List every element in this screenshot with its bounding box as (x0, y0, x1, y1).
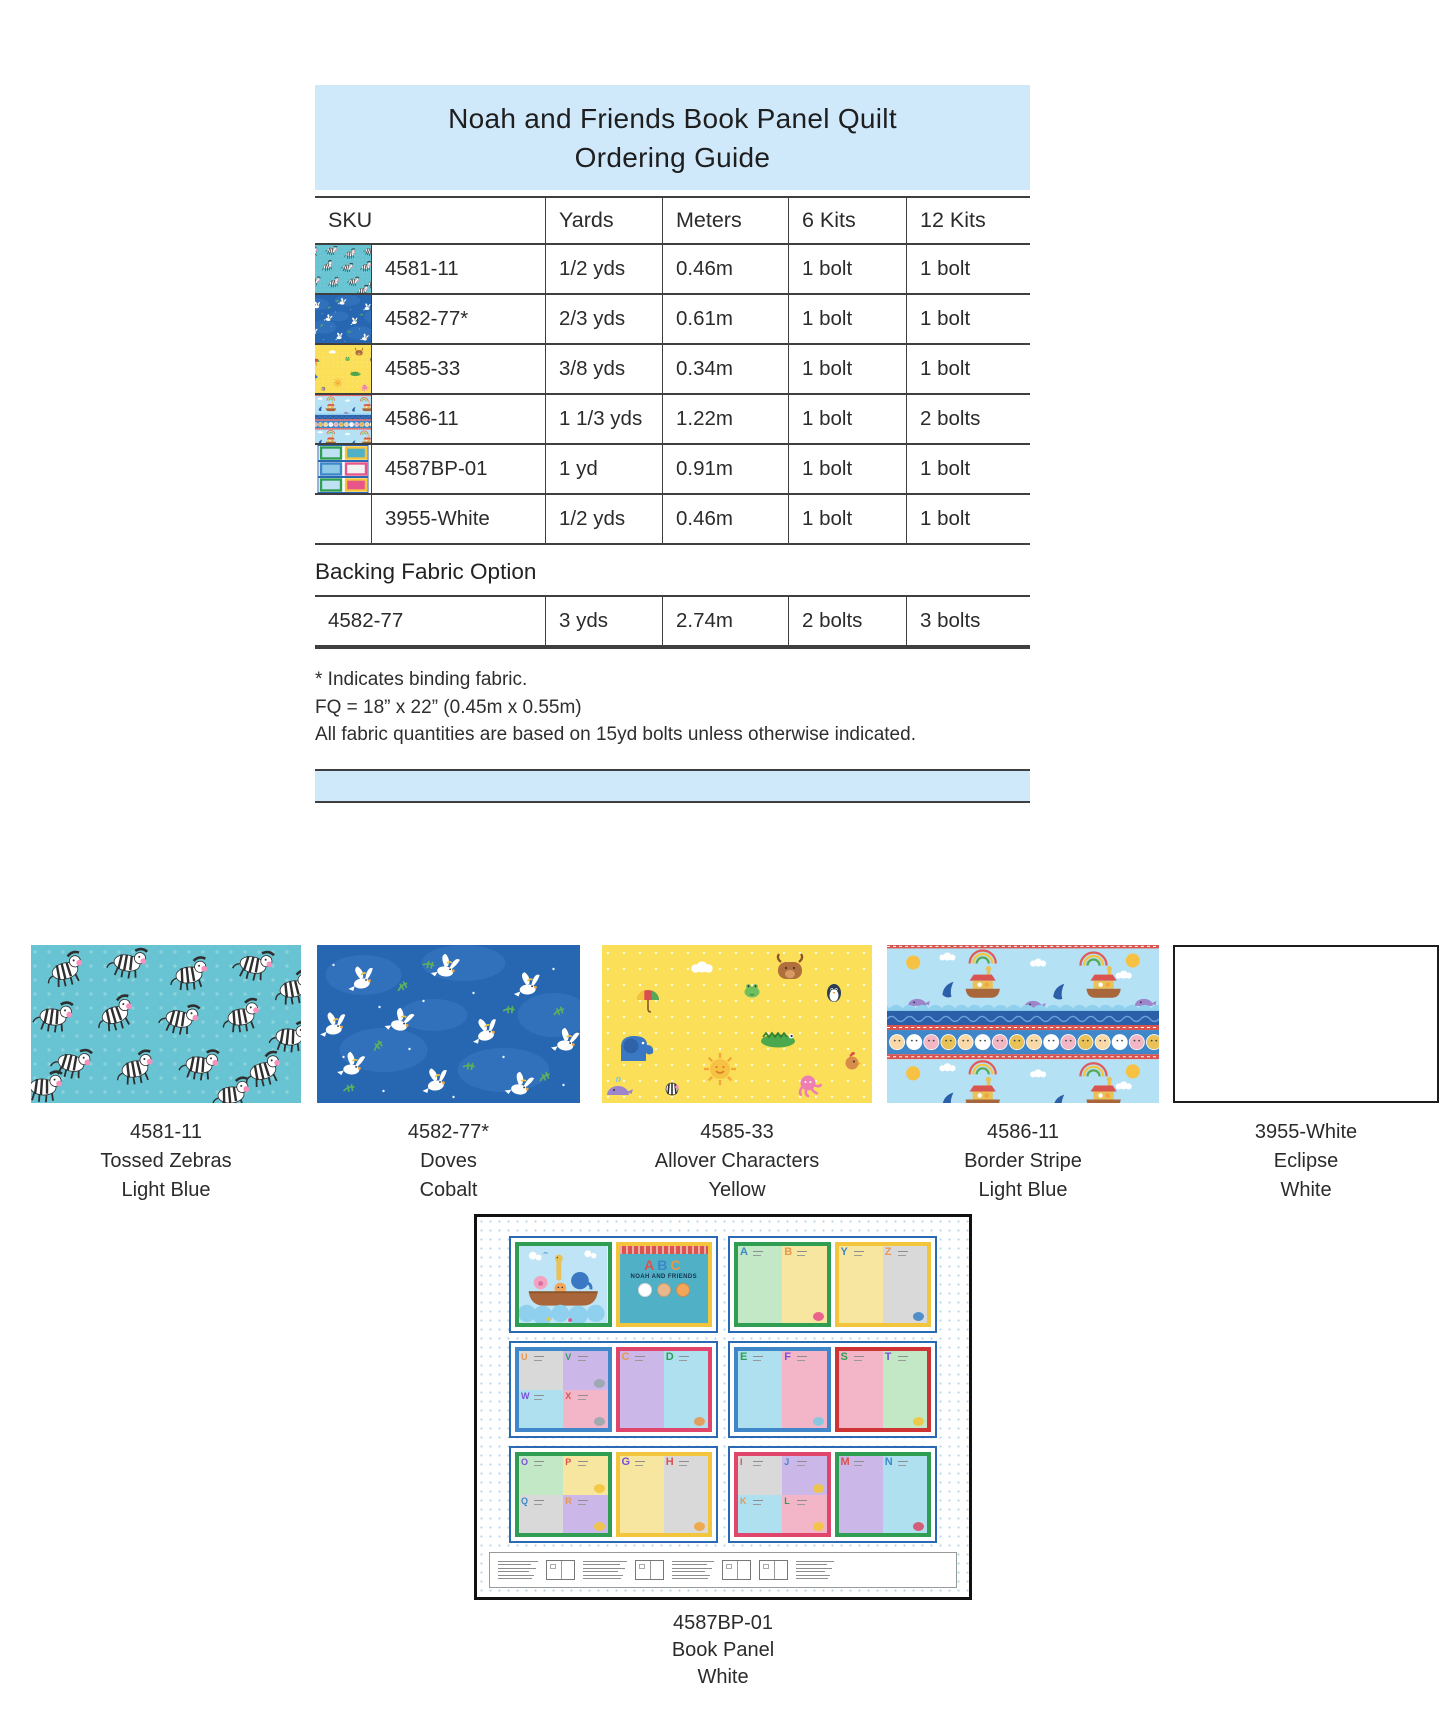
order-cell-sku: 4585-33 (371, 345, 545, 395)
order-cell-meters: 0.46m (662, 495, 788, 545)
guide-title (315, 85, 1030, 190)
caption-line (753, 1500, 763, 1501)
page-tile (620, 1351, 664, 1428)
caption-line (578, 1356, 588, 1357)
footnote-fq: FQ = 18” x 22” (0.45m x 0.55m) (315, 696, 582, 718)
text-line (672, 1575, 710, 1576)
order-cell-12kits: 1 bolt (906, 445, 1030, 495)
text-line (672, 1571, 705, 1572)
swatch-sku: 4586-11 (987, 1121, 1059, 1143)
swatch-thumb-book-panel (315, 445, 371, 495)
alphabet-letter: Y (840, 1246, 848, 1258)
panel-page (835, 1347, 932, 1432)
cover-letter: C (670, 1257, 684, 1273)
backing-12kits: 3 bolts (906, 597, 1030, 647)
panel-block-2 (728, 1236, 937, 1333)
text-line (498, 1564, 531, 1565)
caption-line (797, 1465, 805, 1466)
animal-illustration (813, 1522, 824, 1531)
swatch-card-4585-33 (602, 945, 872, 1205)
caption-line (578, 1504, 586, 1505)
swatch-card-4582-77 (317, 945, 580, 1205)
animal-illustration (694, 1522, 705, 1531)
text-line (796, 1578, 828, 1579)
animal-illustration (694, 1417, 705, 1426)
order-cell-sku: 4587BP-01 (371, 445, 545, 495)
swatch-label (317, 1118, 580, 1205)
swatch-sku: 3955-White (1254, 1121, 1358, 1143)
page-tiles (519, 1456, 608, 1533)
panel-page (616, 1452, 713, 1537)
panel-page (734, 1452, 831, 1537)
panel-instructions (489, 1552, 957, 1588)
text-line (672, 1561, 714, 1562)
swatch-thumb-border-stripe (315, 395, 371, 445)
order-cell-12kits: 2 bolts (906, 395, 1030, 445)
swatch-art-zebras (31, 945, 301, 1103)
swatch-art-doves (317, 945, 580, 1103)
text-line (498, 1568, 536, 1569)
swatch-sku: 4581-11 (130, 1121, 202, 1143)
caption-line (534, 1461, 544, 1462)
page-tiles (839, 1246, 928, 1323)
caption-line (797, 1360, 805, 1361)
caption-line (753, 1255, 761, 1256)
animal-illustration (913, 1522, 924, 1531)
ordering-guide (315, 85, 1030, 803)
swatch-color: Light Blue (978, 1179, 1068, 1201)
order-cell-6kits: 1 bolt (788, 495, 906, 545)
page-tile (620, 1456, 664, 1533)
order-cell-6kits: 1 bolt (788, 395, 906, 445)
character-face (657, 1283, 671, 1297)
caption-line (578, 1360, 586, 1361)
text-line (672, 1568, 712, 1569)
swatch-label (887, 1118, 1159, 1205)
panel-page (835, 1452, 932, 1537)
panel-sku: 4587BP-01 (672, 1612, 774, 1634)
swatch-color: Yellow (708, 1179, 766, 1201)
panel-block-1 (509, 1236, 718, 1333)
page-tile (782, 1246, 826, 1323)
caption-line (534, 1360, 542, 1361)
panel-label (474, 1610, 972, 1691)
order-cell-meters: 0.46m (662, 245, 788, 295)
footnote-binding: * Indicates binding fabric. (315, 669, 528, 690)
panel-name: Book Panel (671, 1639, 775, 1661)
alphabet-letter: M (840, 1456, 850, 1468)
backing-heading: Backing Fabric Option (315, 559, 537, 584)
order-cell-sku: 4581-11 (371, 245, 545, 295)
page-tiles (738, 1456, 827, 1533)
order-cell-sku: 4586-11 (371, 395, 545, 445)
animal-illustration (813, 1312, 824, 1321)
caption-line (578, 1399, 586, 1400)
instruction-text-lines (498, 1561, 538, 1580)
swatch-art-white (1173, 945, 1439, 1103)
panel-page (515, 1452, 612, 1537)
panel-color: White (697, 1666, 749, 1688)
caption-line (854, 1251, 864, 1252)
swatch-thumb-none (315, 495, 371, 545)
order-cell-12kits: 1 bolt (906, 245, 1030, 295)
alphabet-letter: Z (884, 1246, 892, 1258)
order-cell-yards: 1 yd (545, 445, 662, 495)
alphabet-letter: D (665, 1351, 674, 1363)
caption-line (898, 1255, 906, 1256)
panel-block-5 (509, 1446, 718, 1543)
animal-illustration (594, 1379, 605, 1388)
caption-line (797, 1255, 805, 1256)
guide-title-line1: Noah and Friends Book Panel Quilt (448, 102, 897, 134)
animal-illustration (913, 1417, 924, 1426)
panel-page (515, 1347, 612, 1432)
cutting-diagram (722, 1560, 751, 1580)
caption-line (578, 1465, 586, 1466)
page-tile (738, 1456, 782, 1495)
swatch-name: Doves (420, 1150, 477, 1172)
alphabet-letter: B (784, 1246, 793, 1258)
book-panel-art (474, 1214, 972, 1600)
swatch-thumb-doves (315, 295, 371, 345)
panel-page (734, 1242, 831, 1327)
animal-illustration (594, 1417, 605, 1426)
page-tile (839, 1246, 883, 1323)
panel-block-3 (509, 1341, 718, 1438)
swatch-card-4581-11 (31, 945, 301, 1205)
alphabet-letter: C (621, 1351, 630, 1363)
page-tile (738, 1246, 782, 1323)
bottom-accent-bar (315, 769, 1030, 803)
page-tile (563, 1390, 607, 1429)
caption-line (898, 1360, 906, 1361)
backing-yards: 3 yds (545, 597, 662, 647)
caption-line (679, 1461, 689, 1462)
page-tiles (519, 1351, 608, 1428)
swatch-color: White (1280, 1179, 1332, 1201)
text-line (796, 1568, 832, 1569)
panel-cover-title-page (616, 1242, 713, 1327)
page-tile (883, 1246, 927, 1323)
alphabet-letter: X (565, 1390, 572, 1401)
caption-line (534, 1395, 544, 1396)
caption-line (797, 1504, 805, 1505)
caption-line (797, 1461, 807, 1462)
order-cell-yards: 1/2 yds (545, 245, 662, 295)
order-cell-meters: 0.61m (662, 295, 788, 345)
swatch-art-border-stripe (887, 945, 1159, 1103)
caption-line (898, 1356, 908, 1357)
page-tiles (620, 1456, 709, 1533)
order-cell-yards: 2/3 yds (545, 295, 662, 345)
caption-line (753, 1504, 761, 1505)
panel-block-grid (509, 1236, 937, 1543)
caption-line (679, 1356, 689, 1357)
caption-line (578, 1461, 588, 1462)
backing-table (315, 595, 1030, 649)
text-line (796, 1561, 834, 1562)
order-cell-yards: 1 1/3 yds (545, 395, 662, 445)
alphabet-letter: S (840, 1351, 848, 1363)
column-header-12kits: 12 Kits (906, 198, 1030, 245)
character-face (676, 1283, 690, 1297)
alphabet-letter: A (740, 1246, 748, 1258)
cover-roof (620, 1246, 709, 1254)
text-line (583, 1568, 625, 1569)
caption-line (534, 1500, 544, 1501)
alphabet-letter: P (565, 1457, 572, 1467)
animal-illustration (813, 1484, 824, 1493)
caption-line (679, 1465, 687, 1466)
caption-line (797, 1356, 807, 1357)
page-tile (782, 1351, 826, 1428)
instruction-text-lines (583, 1561, 627, 1580)
alphabet-letter: N (884, 1456, 893, 1468)
caption-line (753, 1360, 761, 1361)
cover-letters (644, 1257, 683, 1273)
character-face (638, 1283, 652, 1297)
backing-6kits: 2 bolts (788, 597, 906, 647)
swatch-thumb-characters (315, 345, 371, 395)
page-tile (563, 1456, 607, 1495)
swatch-art-characters (602, 945, 872, 1103)
caption-line (753, 1356, 763, 1357)
order-table (315, 196, 1030, 545)
text-line (796, 1571, 825, 1572)
alphabet-letter: V (565, 1352, 572, 1362)
order-cell-sku: 4582-77* (371, 295, 545, 345)
caption-line (898, 1465, 906, 1466)
caption-line (854, 1255, 862, 1256)
page-tile (782, 1456, 826, 1495)
page-tile (519, 1495, 563, 1534)
order-cell-sku: 3955-White (371, 495, 545, 545)
caption-line (753, 1251, 763, 1252)
page-tiles (839, 1351, 928, 1428)
caption-line (534, 1399, 542, 1400)
cover-subtitle: NOAH AND FRIENDS (630, 1274, 697, 1280)
caption-line (797, 1251, 807, 1252)
text-line (498, 1575, 534, 1576)
guide-title-line2: Ordering Guide (574, 141, 771, 173)
page-tile (664, 1456, 708, 1533)
panel-cover-art (515, 1242, 612, 1327)
alphabet-letter: I (740, 1457, 743, 1467)
page-tiles (738, 1246, 827, 1323)
order-cell-6kits: 1 bolt (788, 245, 906, 295)
text-line (498, 1561, 538, 1562)
page-tile (738, 1495, 782, 1534)
animal-illustration (813, 1417, 824, 1426)
swatch-label (602, 1118, 872, 1205)
panel-page (835, 1242, 932, 1327)
page-tile (519, 1390, 563, 1429)
swatch-sku: 4585-33 (700, 1121, 774, 1143)
caption-line (854, 1461, 864, 1462)
swatch-label (31, 1118, 301, 1205)
alphabet-letter: G (621, 1456, 631, 1468)
text-line (796, 1575, 830, 1576)
text-line (583, 1578, 621, 1579)
swatch-name: Tossed Zebras (100, 1150, 232, 1172)
page-tile (883, 1456, 927, 1533)
text-line (498, 1571, 529, 1572)
alphabet-letter: W (521, 1390, 530, 1401)
footnotes (315, 666, 1030, 749)
caption-line (534, 1504, 542, 1505)
swatch-card-4586-11 (887, 945, 1159, 1205)
backing-sku: 4582-77 (315, 597, 545, 647)
caption-line (635, 1360, 643, 1361)
cover-letter: B (657, 1257, 671, 1273)
caption-line (753, 1461, 763, 1462)
caption-line (578, 1395, 588, 1396)
order-cell-6kits: 1 bolt (788, 295, 906, 345)
caption-line (635, 1465, 643, 1466)
panel-page (734, 1347, 831, 1432)
page-tile (839, 1351, 883, 1428)
alphabet-letter: Q (521, 1495, 529, 1506)
cover-letter: A (644, 1257, 658, 1273)
cutting-diagram (759, 1560, 788, 1580)
swatch-thumb-zebras (315, 245, 371, 295)
order-cell-yards: 3/8 yds (545, 345, 662, 395)
caption-line (635, 1461, 645, 1462)
caption-line (635, 1356, 645, 1357)
swatch-name: Eclipse (1273, 1150, 1339, 1172)
order-cell-meters: 1.22m (662, 395, 788, 445)
footnote-bolts: All fabric quantities are based on 15yd bolts unless otherwise indicated. (315, 724, 916, 745)
order-cell-12kits: 1 bolt (906, 345, 1030, 395)
text-line (583, 1561, 627, 1562)
swatch-color: Light Blue (121, 1179, 211, 1201)
caption-line (898, 1461, 908, 1462)
page-tile (563, 1495, 607, 1534)
page-tile (782, 1495, 826, 1534)
swatch-color: Cobalt (419, 1179, 478, 1201)
alphabet-letter: R (565, 1495, 572, 1506)
animal-illustration (594, 1522, 605, 1531)
cutting-diagram (546, 1560, 575, 1580)
order-cell-12kits: 1 bolt (906, 295, 1030, 345)
column-header-yards: Yards (545, 198, 662, 245)
text-line (796, 1564, 827, 1565)
backing-meters: 2.74m (662, 597, 788, 647)
animal-illustration (913, 1312, 924, 1321)
swatch-sku: 4582-77* (407, 1121, 490, 1143)
text-line (672, 1564, 707, 1565)
alphabet-letter: O (521, 1457, 529, 1467)
caption-line (578, 1500, 588, 1501)
caption-line (753, 1465, 761, 1466)
page-tile (883, 1351, 927, 1428)
caption-line (534, 1465, 542, 1466)
alphabet-letter: T (884, 1351, 892, 1363)
order-cell-6kits: 1 bolt (788, 445, 906, 495)
page-tiles (738, 1351, 827, 1428)
column-header-sku: SKU (315, 198, 545, 245)
text-line (498, 1578, 532, 1579)
alphabet-letter: L (784, 1495, 790, 1506)
page-tile (738, 1351, 782, 1428)
text-line (583, 1575, 623, 1576)
alphabet-letter: U (521, 1352, 528, 1362)
caption-line (854, 1356, 864, 1357)
column-header-6kits: 6 Kits (788, 198, 906, 245)
caption-line (854, 1360, 862, 1361)
order-cell-meters: 0.34m (662, 345, 788, 395)
caption-line (898, 1251, 908, 1252)
order-cell-12kits: 1 bolt (906, 495, 1030, 545)
page-tile (563, 1351, 607, 1390)
swatch-label (1173, 1118, 1439, 1205)
alphabet-letter: E (740, 1351, 748, 1363)
swatch-name: Allover Characters (654, 1150, 820, 1172)
alphabet-letter: J (784, 1457, 790, 1467)
animal-illustration (594, 1484, 605, 1493)
instruction-text-lines (796, 1561, 834, 1580)
page-tiles (620, 1351, 709, 1428)
page-tile (839, 1456, 883, 1533)
swatch-name: Border Stripe (964, 1150, 1082, 1172)
order-cell-6kits: 1 bolt (788, 345, 906, 395)
page-tile (664, 1351, 708, 1428)
page-tiles (839, 1456, 928, 1533)
order-cell-meters: 0.91m (662, 445, 788, 495)
text-line (583, 1564, 620, 1565)
panel-block-6 (728, 1446, 937, 1543)
cutting-diagram (635, 1560, 664, 1580)
caption-line (679, 1360, 687, 1361)
cover-character-faces (638, 1283, 690, 1297)
alphabet-letter: H (665, 1456, 674, 1468)
alphabet-letter: K (740, 1495, 747, 1506)
text-line (583, 1571, 618, 1572)
instruction-text-lines (672, 1561, 714, 1580)
alphabet-letter: F (784, 1351, 791, 1363)
column-header-meters: Meters (662, 198, 788, 245)
text-line (672, 1578, 708, 1579)
panel-block-4 (728, 1341, 937, 1438)
panel-page (616, 1347, 713, 1432)
caption-line (534, 1356, 544, 1357)
caption-line (797, 1500, 807, 1501)
swatch-card-3955-White (1173, 945, 1439, 1205)
order-cell-yards: 1/2 yds (545, 495, 662, 545)
page-tile (519, 1456, 563, 1495)
caption-line (854, 1465, 862, 1466)
page-tile (519, 1351, 563, 1390)
